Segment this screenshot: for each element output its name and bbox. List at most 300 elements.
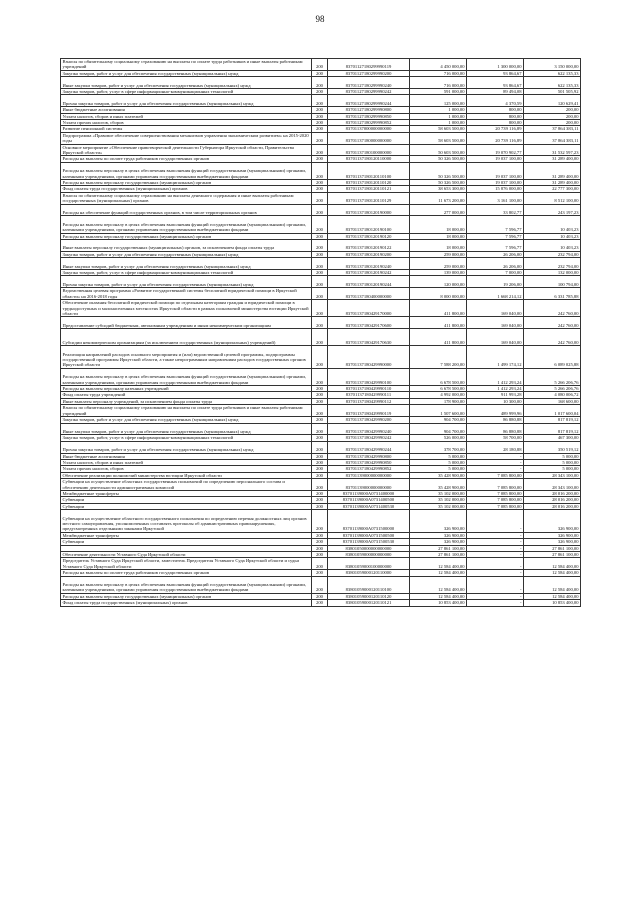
row-name-cell: Иные закупки товаров, работ и услуг для обеспечения государственных (муниципальных) нужд [61, 77, 312, 89]
row-type-code-cell: 200 [312, 77, 328, 89]
row-classification-code-cell: 83801059000120110100 [328, 576, 410, 593]
row-type-code-cell: 200 [312, 258, 328, 270]
row-executed-amount-cell: 1 412 293,24 [467, 386, 524, 392]
row-classification-code-cell: 83701137180100000000 [328, 144, 410, 156]
row-name-cell: Иные бюджетные ассигнования [61, 453, 312, 459]
row-unexecuted-amount-cell: 4 080 006,72 [524, 392, 581, 398]
row-name-cell: Обеспечение деятельности Уставного Суда Иркутской области [61, 551, 312, 557]
row-name-cell: Иные выплаты персоналу учреждений, за исключением фонда оплаты труда [61, 398, 312, 404]
row-unexecuted-amount-cell: 28 016 200,00 [524, 490, 581, 496]
table-row [61, 144, 581, 156]
table-row [61, 162, 581, 179]
row-executed-amount-cell: 7 085 800,00 [467, 497, 524, 503]
row-unexecuted-amount-cell: 232 794,00 [524, 251, 581, 257]
row-executed-amount-cell: - [467, 510, 524, 533]
table-row [61, 276, 581, 288]
row-executed-amount-cell: 800,00 [467, 120, 524, 126]
row-name-cell: Основное мероприятие «Обеспечение правотворческой деятельности Губернатора Иркутской области, Правительства Иркутской области» [61, 144, 312, 156]
row-classification-code-cell: 83701127180299990852 [328, 120, 410, 126]
row-unexecuted-amount-cell: 28 016 200,00 [524, 497, 581, 503]
row-executed-amount-cell: - [467, 466, 524, 472]
row-approved-amount-cell: 411 800,00 [410, 329, 467, 346]
row-unexecuted-amount-cell: 200,00 [524, 107, 581, 113]
row-name-cell: Закупка товаров, работ, услуг в сфере информационно-коммуникационных технологий [61, 89, 312, 95]
row-executed-amount-cell: - [467, 576, 524, 593]
row-approved-amount-cell: 904 700,00 [410, 423, 467, 435]
row-classification-code-cell: 83701137180000000000 [328, 132, 410, 144]
row-classification-code-cell: 83701127180299990200 [328, 70, 410, 76]
row-type-code-cell: 200 [312, 545, 328, 551]
row-classification-code-cell: 83801059000120110121 [328, 600, 410, 606]
row-name-cell: Расходы на обеспечение функций государственных органов, в том числе территориальных органов [61, 204, 312, 216]
row-classification-code-cell: 83701137180429990112 [328, 398, 410, 404]
row-executed-amount-cell: - [467, 570, 524, 576]
budget-execution-table [60, 58, 581, 607]
row-approved-amount-cell: 326 900,00 [410, 539, 467, 545]
table-row [61, 59, 581, 71]
row-approved-amount-cell: 6 678 500,00 [410, 386, 467, 392]
page-number: 98 [315, 14, 325, 24]
row-name-cell: Обеспечение реализации полномочий министерства юстиции Иркутской области [61, 472, 312, 478]
row-classification-code-cell: 83701137180120190000 [328, 204, 410, 216]
row-name-cell: Прочая закупка товаров, работ и услуг для обеспечения государственных (муниципальных) нужд [61, 95, 312, 107]
row-executed-amount-cell: 86 880,88 [467, 423, 524, 435]
row-unexecuted-amount-cell: 242 760,00 [524, 329, 581, 346]
row-type-code-cell: 200 [312, 107, 328, 113]
row-classification-code-cell: 83701137180429990111 [328, 392, 410, 398]
row-type-code-cell: 200 [312, 288, 328, 300]
table-row [61, 258, 581, 270]
row-unexecuted-amount-cell: 132 000,00 [524, 270, 581, 276]
table-row [61, 186, 581, 192]
row-name-cell: Иные бюджетные ассигнования [61, 107, 312, 113]
row-type-code-cell: 200 [312, 156, 328, 162]
row-executed-amount-cell: 58 700,00 [467, 435, 524, 441]
row-type-code-cell: 200 [312, 459, 328, 465]
row-approved-amount-cell: 18 000,00 [410, 233, 467, 239]
row-unexecuted-amount-cell: 1 017 600,04 [524, 405, 581, 417]
row-approved-amount-cell: 1 000,00 [410, 107, 467, 113]
row-name-cell: Межбюджетные трансферты [61, 490, 312, 496]
table-row [61, 95, 581, 107]
row-unexecuted-amount-cell: 5 000,00 [524, 466, 581, 472]
row-unexecuted-amount-cell: 100 794,00 [524, 276, 581, 288]
row-classification-code-cell: 83701137180429990110 [328, 386, 410, 392]
row-executed-amount-cell: - [467, 558, 524, 570]
row-classification-code-cell: 83701139000000000000 [328, 472, 410, 478]
row-name-cell: Ведомственная целевая программа «Развитие государственной системы бесплатной юридической помощи в Иркутской области» на 2016-2018 годы [61, 288, 312, 300]
row-approved-amount-cell: 35 428 900,00 [410, 479, 467, 491]
row-unexecuted-amount-cell: 12 584 400,00 [524, 576, 581, 593]
row-type-code-cell: 200 [312, 510, 328, 533]
table-row [61, 204, 581, 216]
row-approved-amount-cell: 8 000 000,00 [410, 288, 467, 300]
row-approved-amount-cell: 259 000,00 [410, 258, 467, 270]
row-type-code-cell: 200 [312, 539, 328, 545]
row-approved-amount-cell: 4 992 000,00 [410, 392, 467, 398]
row-classification-code-cell: 83701137180120110000 [328, 156, 410, 162]
row-classification-code-cell: 83701139000000000000 [328, 479, 410, 491]
table-row [61, 576, 581, 593]
row-type-code-cell: 200 [312, 144, 328, 156]
row-name-cell: Субсидии некоммерческим организациям (за исключением государственных (муниципальных) учреждений) [61, 329, 312, 346]
row-classification-code-cell: 83701137180120190120 [328, 233, 410, 239]
table-row [61, 405, 581, 417]
row-approved-amount-cell: 526 000,00 [410, 435, 467, 441]
row-unexecuted-amount-cell: 817 819,12 [524, 417, 581, 423]
row-name-cell: Закупка товаров, работ, услуг в сфере информационно-коммуникационных технологий [61, 270, 312, 276]
row-name-cell: Прочая закупка товаров, работ и услуг для обеспечения государственных (муниципальных) нужд [61, 441, 312, 453]
row-type-code-cell: 200 [312, 59, 328, 71]
table-row [61, 156, 581, 162]
row-executed-amount-cell: 26 206,00 [467, 251, 524, 257]
row-type-code-cell: 200 [312, 132, 328, 144]
row-approved-amount-cell: 904 700,00 [410, 417, 467, 423]
table-row [61, 435, 581, 441]
row-classification-code-cell: 83701137180429990100 [328, 368, 410, 385]
row-type-code-cell: 200 [312, 113, 328, 119]
table-row [61, 423, 581, 435]
row-executed-amount-cell: 489 999,96 [467, 405, 524, 417]
row-type-code-cell: 200 [312, 532, 328, 538]
row-type-code-cell: 200 [312, 186, 328, 192]
row-type-code-cell: 200 [312, 576, 328, 593]
row-type-code-cell: 200 [312, 70, 328, 76]
row-unexecuted-amount-cell: 350 519,12 [524, 441, 581, 453]
row-unexecuted-amount-cell: 31 289 400,00 [524, 180, 581, 186]
row-approved-amount-cell: 5 000,00 [410, 459, 467, 465]
row-classification-code-cell: 83701137180429170600 [328, 317, 410, 329]
row-approved-amount-cell: 50 326 500,00 [410, 180, 467, 186]
row-classification-code-cell: 83701127180299990800 [328, 107, 410, 113]
row-unexecuted-amount-cell: 37 864 383,11 [524, 126, 581, 132]
row-unexecuted-amount-cell: 5 000,00 [524, 453, 581, 459]
row-classification-code-cell: 83701127180299990850 [328, 113, 410, 119]
table-row [61, 386, 581, 392]
row-unexecuted-amount-cell: 326 900,00 [524, 510, 581, 533]
row-executed-amount-cell: 7 596,77 [467, 216, 524, 233]
row-unexecuted-amount-cell: 232 794,00 [524, 258, 581, 270]
row-unexecuted-amount-cell: 31 532 597,23 [524, 144, 581, 156]
row-executed-amount-cell: 4 370,59 [467, 95, 524, 107]
row-executed-amount-cell: 86 880,88 [467, 417, 524, 423]
row-classification-code-cell: 83801059000100000000 [328, 558, 410, 570]
row-type-code-cell: 200 [312, 276, 328, 288]
row-type-code-cell: 200 [312, 600, 328, 606]
row-executed-amount-cell: 28 180,88 [467, 441, 524, 453]
row-type-code-cell: 200 [312, 570, 328, 576]
row-name-cell: Расходы на выплаты персоналу в целях обеспечения выполнения функций государственными (муниципальными) органами, казенными учреждениями, органами управления государственными внебюджетными фондами [61, 216, 312, 233]
row-classification-code-cell: 83701137180120110100 [328, 162, 410, 179]
row-type-code-cell: 200 [312, 233, 328, 239]
row-approved-amount-cell: 35 102 000,00 [410, 497, 467, 503]
row-type-code-cell: 200 [312, 192, 328, 204]
row-executed-amount-cell: 1 412 293,24 [467, 368, 524, 385]
row-approved-amount-cell: 35 428 900,00 [410, 472, 467, 478]
row-type-code-cell: 200 [312, 346, 328, 369]
row-classification-code-cell: 83701127180299990119 [328, 59, 410, 71]
row-name-cell: Закупка товаров, работ и услуг для обеспечения государственных (муниципальных) нужд [61, 417, 312, 423]
row-name-cell: Уплата налогов, сборов и иных платежей [61, 459, 312, 465]
row-unexecuted-amount-cell: 31 289 400,00 [524, 162, 581, 179]
row-unexecuted-amount-cell: 622 135,33 [524, 77, 581, 89]
row-name-cell: Субвенции на осуществление областных государственных полномочий по определению персонального состава и обеспечению деятельности административных комиссий [61, 479, 312, 491]
row-classification-code-cell: 83701137180429990240 [328, 423, 410, 435]
row-unexecuted-amount-cell: 243 197,23 [524, 204, 581, 216]
row-type-code-cell: 200 [312, 386, 328, 392]
table-row [61, 398, 581, 404]
row-approved-amount-cell: 326 900,00 [410, 510, 467, 533]
row-type-code-cell: 200 [312, 466, 328, 472]
row-classification-code-cell: 83701137180120190200 [328, 251, 410, 257]
row-type-code-cell: 200 [312, 120, 328, 126]
row-name-cell: Иные выплаты персоналу государственных (муниципальных) органов, за исключением фонда оплаты труда [61, 240, 312, 252]
row-type-code-cell: 200 [312, 435, 328, 441]
row-executed-amount-cell: 20 739 116,89 [467, 132, 524, 144]
row-unexecuted-amount-cell: 12 584 400,00 [524, 558, 581, 570]
row-executed-amount-cell: 7 085 800,00 [467, 479, 524, 491]
table-row [61, 192, 581, 204]
row-name-cell: Предоставление субсидий бюджетным, автономным учреждениям и иным некоммерческим организациям [61, 317, 312, 329]
row-name-cell: Реализация направлений расходов основного мероприятия и (или) ведомственной целевой программы, подпрограммы государственной программы Иркутской области, а также непрограммным направлениям расходов государственных органов Иркутской области [61, 346, 312, 369]
row-unexecuted-amount-cell: 200,00 [524, 113, 581, 119]
row-name-cell: Расходы на выплаты персоналу в целях обеспечения выполнения функций государственными (муниципальными) органами, казенными учреждениями, органами управления государственными внебюджетными фондами [61, 162, 312, 179]
row-name-cell: Взносы по обязательному социальному страхованию на выплаты по оплате труда работников и иные выплаты работникам учреждений [61, 59, 312, 71]
row-name-cell: Фонд оплаты труда учреждений [61, 392, 312, 398]
row-approved-amount-cell: 38 653 300,00 [410, 186, 467, 192]
row-name-cell: Взносы по обязательному социальному страхованию на выплаты по оплате труда работников и иные выплаты работникам учреждений [61, 405, 312, 417]
row-type-code-cell: 200 [312, 216, 328, 233]
row-executed-amount-cell: 19 206,00 [467, 276, 524, 288]
row-name-cell: Субвенции [61, 539, 312, 545]
row-name-cell: Фонд оплаты труда государственных (муниципальных) органов [61, 600, 312, 606]
row-executed-amount-cell: 15 876 000,00 [467, 186, 524, 192]
row-type-code-cell: 200 [312, 398, 328, 404]
row-classification-code-cell: 83701137180429990800 [328, 453, 410, 459]
table-row [61, 558, 581, 570]
row-approved-amount-cell: 58 603 500,00 [410, 126, 467, 132]
row-type-code-cell: 200 [312, 490, 328, 496]
row-name-cell: Иные закупки товаров, работ и услуг для обеспечения государственных (муниципальных) нужд [61, 258, 312, 270]
row-type-code-cell: 200 [312, 472, 328, 478]
row-executed-amount-cell: 10 300,00 [467, 398, 524, 404]
row-unexecuted-amount-cell: 242 760,00 [524, 317, 581, 329]
row-type-code-cell: 200 [312, 558, 328, 570]
row-type-code-cell: 200 [312, 423, 328, 435]
row-executed-amount-cell: 1 499 174,12 [467, 346, 524, 369]
table-row [61, 300, 581, 317]
row-approved-amount-cell: 10 853 400,00 [410, 600, 467, 606]
row-classification-code-cell: 83701137180429990852 [328, 466, 410, 472]
row-classification-code-cell: 83701137180120110120 [328, 180, 410, 186]
row-name-cell: Уплата прочих налогов, сборов [61, 466, 312, 472]
row-approved-amount-cell: 12 584 400,00 [410, 593, 467, 599]
row-approved-amount-cell: 1 000,00 [410, 113, 467, 119]
row-approved-amount-cell: 5 000,00 [410, 453, 467, 459]
row-classification-code-cell: 83701139000А0731400530 [328, 503, 410, 509]
row-classification-code-cell: 83701139000А0731400500 [328, 497, 410, 503]
row-approved-amount-cell: 591 000,00 [410, 89, 467, 95]
row-unexecuted-amount-cell: 10 403,23 [524, 233, 581, 239]
row-type-code-cell: 200 [312, 329, 328, 346]
row-name-cell: Расходы на выплаты персоналу казенных учреждений [61, 386, 312, 392]
table-row [61, 216, 581, 233]
row-executed-amount-cell: 19 037 100,00 [467, 162, 524, 179]
table-row [61, 329, 581, 346]
row-type-code-cell: 200 [312, 300, 328, 317]
table-row [61, 510, 581, 533]
row-classification-code-cell: 83701137180120190242 [328, 270, 410, 276]
row-unexecuted-amount-cell: 12 584 400,00 [524, 593, 581, 599]
table-row [61, 240, 581, 252]
row-type-code-cell: 200 [312, 251, 328, 257]
row-name-cell: Уплата прочих налогов, сборов [61, 120, 312, 126]
row-unexecuted-amount-cell: 3 150 000,00 [524, 59, 581, 71]
row-executed-amount-cell: 1 668 214,12 [467, 288, 524, 300]
row-approved-amount-cell: 1 000,00 [410, 120, 467, 126]
row-classification-code-cell: 83701137180429990000 [328, 346, 410, 369]
row-executed-amount-cell: 7 596,77 [467, 240, 524, 252]
row-unexecuted-amount-cell: 10 403,23 [524, 240, 581, 252]
row-executed-amount-cell: - [467, 539, 524, 545]
row-type-code-cell: 200 [312, 453, 328, 459]
row-executed-amount-cell: 19 037 100,00 [467, 180, 524, 186]
row-name-cell: Председатель Уставного Суда Иркутской области, заместитель Председателя Уставного Суда Иркутской области и судьи Уставного Суда Иркутской области [61, 558, 312, 570]
row-type-code-cell: 200 [312, 497, 328, 503]
row-executed-amount-cell: 33 802,77 [467, 204, 524, 216]
row-classification-code-cell: 83701137180120190244 [328, 276, 410, 288]
row-executed-amount-cell: 911 993,28 [467, 392, 524, 398]
row-classification-code-cell: 83701127180299990242 [328, 89, 410, 95]
row-executed-amount-cell: 800,00 [467, 107, 524, 113]
row-approved-amount-cell: 12 584 400,00 [410, 570, 467, 576]
row-unexecuted-amount-cell: 817 819,12 [524, 423, 581, 435]
row-unexecuted-amount-cell: 28 343 100,00 [524, 472, 581, 478]
row-type-code-cell: 200 [312, 95, 328, 107]
row-unexecuted-amount-cell: 6 331 785,88 [524, 288, 581, 300]
row-unexecuted-amount-cell: 326 900,00 [524, 539, 581, 545]
row-unexecuted-amount-cell: 22 777 300,00 [524, 186, 581, 192]
row-executed-amount-cell: - [467, 593, 524, 599]
row-unexecuted-amount-cell: 200,00 [524, 120, 581, 126]
table-row [61, 441, 581, 453]
row-type-code-cell: 200 [312, 392, 328, 398]
row-name-cell: Субвенции на осуществление областного государственного полномочия по определению перечня должностных лиц органов местного самоуправления, уполномоченных составлять протоколы об административных правонарушениях, предусмотренных отдельными законами Иркутской [61, 510, 312, 533]
row-approved-amount-cell: 716 000,00 [410, 70, 467, 76]
row-approved-amount-cell: 120 000,00 [410, 276, 467, 288]
row-unexecuted-amount-cell: 12 584 400,00 [524, 570, 581, 576]
row-name-cell: Расходы на выплаты персоналу государственных (муниципальных) органов [61, 180, 312, 186]
row-approved-amount-cell: 5 000,00 [410, 466, 467, 472]
row-type-code-cell: 200 [312, 317, 328, 329]
row-executed-amount-cell: 169 040,00 [467, 317, 524, 329]
row-classification-code-cell: 83701137180120110129 [328, 192, 410, 204]
row-type-code-cell: 200 [312, 240, 328, 252]
row-classification-code-cell: 83701137180429990200 [328, 417, 410, 423]
row-approved-amount-cell: 50 326 500,00 [410, 156, 467, 162]
row-approved-amount-cell: 35 102 000,00 [410, 490, 467, 496]
row-type-code-cell: 200 [312, 405, 328, 417]
row-type-code-cell: 200 [312, 479, 328, 491]
row-type-code-cell: 200 [312, 180, 328, 186]
row-unexecuted-amount-cell: 168 600,00 [524, 398, 581, 404]
row-approved-amount-cell: 27 861 100,00 [410, 551, 467, 557]
row-type-code-cell: 200 [312, 204, 328, 216]
row-approved-amount-cell: 35 102 000,00 [410, 503, 467, 509]
row-name-cell: Субвенции [61, 497, 312, 503]
row-executed-amount-cell: - [467, 551, 524, 557]
table-row [61, 368, 581, 385]
row-classification-code-cell: 83701139000А0731400000 [328, 490, 410, 496]
row-name-cell: Закупка товаров, работ, услуг в сфере информационно-коммуникационных технологий [61, 435, 312, 441]
row-classification-code-cell: 83701137180400000000 [328, 288, 410, 300]
row-type-code-cell: 200 [312, 89, 328, 95]
row-approved-amount-cell: 11 673 200,00 [410, 192, 467, 204]
row-name-cell: Подпрограмма «Правовое обеспечение совершенствования механизмов управления экономическим развитием» на 2015-2020 годы [61, 132, 312, 144]
row-name-cell: Уплата налогов, сборов и иных платежей [61, 113, 312, 119]
row-executed-amount-cell: 93 864,67 [467, 77, 524, 89]
table-row [61, 77, 581, 89]
row-executed-amount-cell: 7 596,77 [467, 233, 524, 239]
row-name-cell: Расходы на выплаты персоналу государственных (муниципальных) органов [61, 233, 312, 239]
row-classification-code-cell: 83801059000120110000 [328, 570, 410, 576]
row-executed-amount-cell: 800,00 [467, 113, 524, 119]
row-executed-amount-cell: - [467, 453, 524, 459]
row-executed-amount-cell: 169 040,00 [467, 329, 524, 346]
row-classification-code-cell: 83701139000А0731500500 [328, 532, 410, 538]
row-executed-amount-cell: 7 000,00 [467, 270, 524, 276]
row-name-cell: Обеспечение оказания бесплатной юридической помощи по отдельным категориям граждан и юридической помощи в труднодоступных и малонаселенных местностях Иркутской области в рамках полномочий министерства юстиции Иркутской области [61, 300, 312, 317]
table-row [61, 317, 581, 329]
row-unexecuted-amount-cell: 326 900,00 [524, 532, 581, 538]
row-approved-amount-cell: 18 000,00 [410, 216, 467, 233]
row-unexecuted-amount-cell: 10 853 400,00 [524, 600, 581, 606]
row-classification-code-cell: 83701139000А0731500530 [328, 539, 410, 545]
row-name-cell: Субвенции [61, 503, 312, 509]
row-name-cell: Иные закупки товаров, работ и услуг для обеспечения государственных (муниципальных) нужд [61, 423, 312, 435]
row-name-cell: Межбюджетные трансферты [61, 532, 312, 538]
row-classification-code-cell: 83701137180429990244 [328, 441, 410, 453]
table-row [61, 70, 581, 76]
table-row [61, 600, 581, 606]
row-unexecuted-amount-cell: 28 016 200,00 [524, 503, 581, 509]
row-executed-amount-cell: 7 085 800,00 [467, 490, 524, 496]
row-approved-amount-cell: 716 000,00 [410, 77, 467, 89]
table-row [61, 89, 581, 95]
row-unexecuted-amount-cell: 120 629,41 [524, 95, 581, 107]
row-approved-amount-cell: 7 588 200,00 [410, 346, 467, 369]
row-executed-amount-cell: 7 085 800,00 [467, 472, 524, 478]
row-approved-amount-cell: 12 584 400,00 [410, 558, 467, 570]
table-row [61, 180, 581, 186]
row-classification-code-cell: 83701137180429170630 [328, 329, 410, 346]
row-approved-amount-cell: 27 861 100,00 [410, 545, 467, 551]
row-classification-code-cell: 83701137180429990850 [328, 459, 410, 465]
row-type-code-cell: 200 [312, 126, 328, 132]
row-classification-code-cell: 83701137180429990242 [328, 435, 410, 441]
table-row [61, 417, 581, 423]
row-unexecuted-amount-cell: 28 343 100,00 [524, 479, 581, 491]
row-name-cell: Расходы на выплаты по оплате труда работников государственных органов [61, 570, 312, 576]
row-type-code-cell: 200 [312, 441, 328, 453]
row-classification-code-cell: 83701137180429990119 [328, 405, 410, 417]
row-executed-amount-cell: 89 494,08 [467, 89, 524, 95]
row-type-code-cell: 200 [312, 368, 328, 385]
row-executed-amount-cell: 3 161 100,00 [467, 192, 524, 204]
row-approved-amount-cell: 411 800,00 [410, 317, 467, 329]
row-classification-code-cell: 83701139000А0731500000 [328, 510, 410, 533]
row-executed-amount-cell: - [467, 459, 524, 465]
